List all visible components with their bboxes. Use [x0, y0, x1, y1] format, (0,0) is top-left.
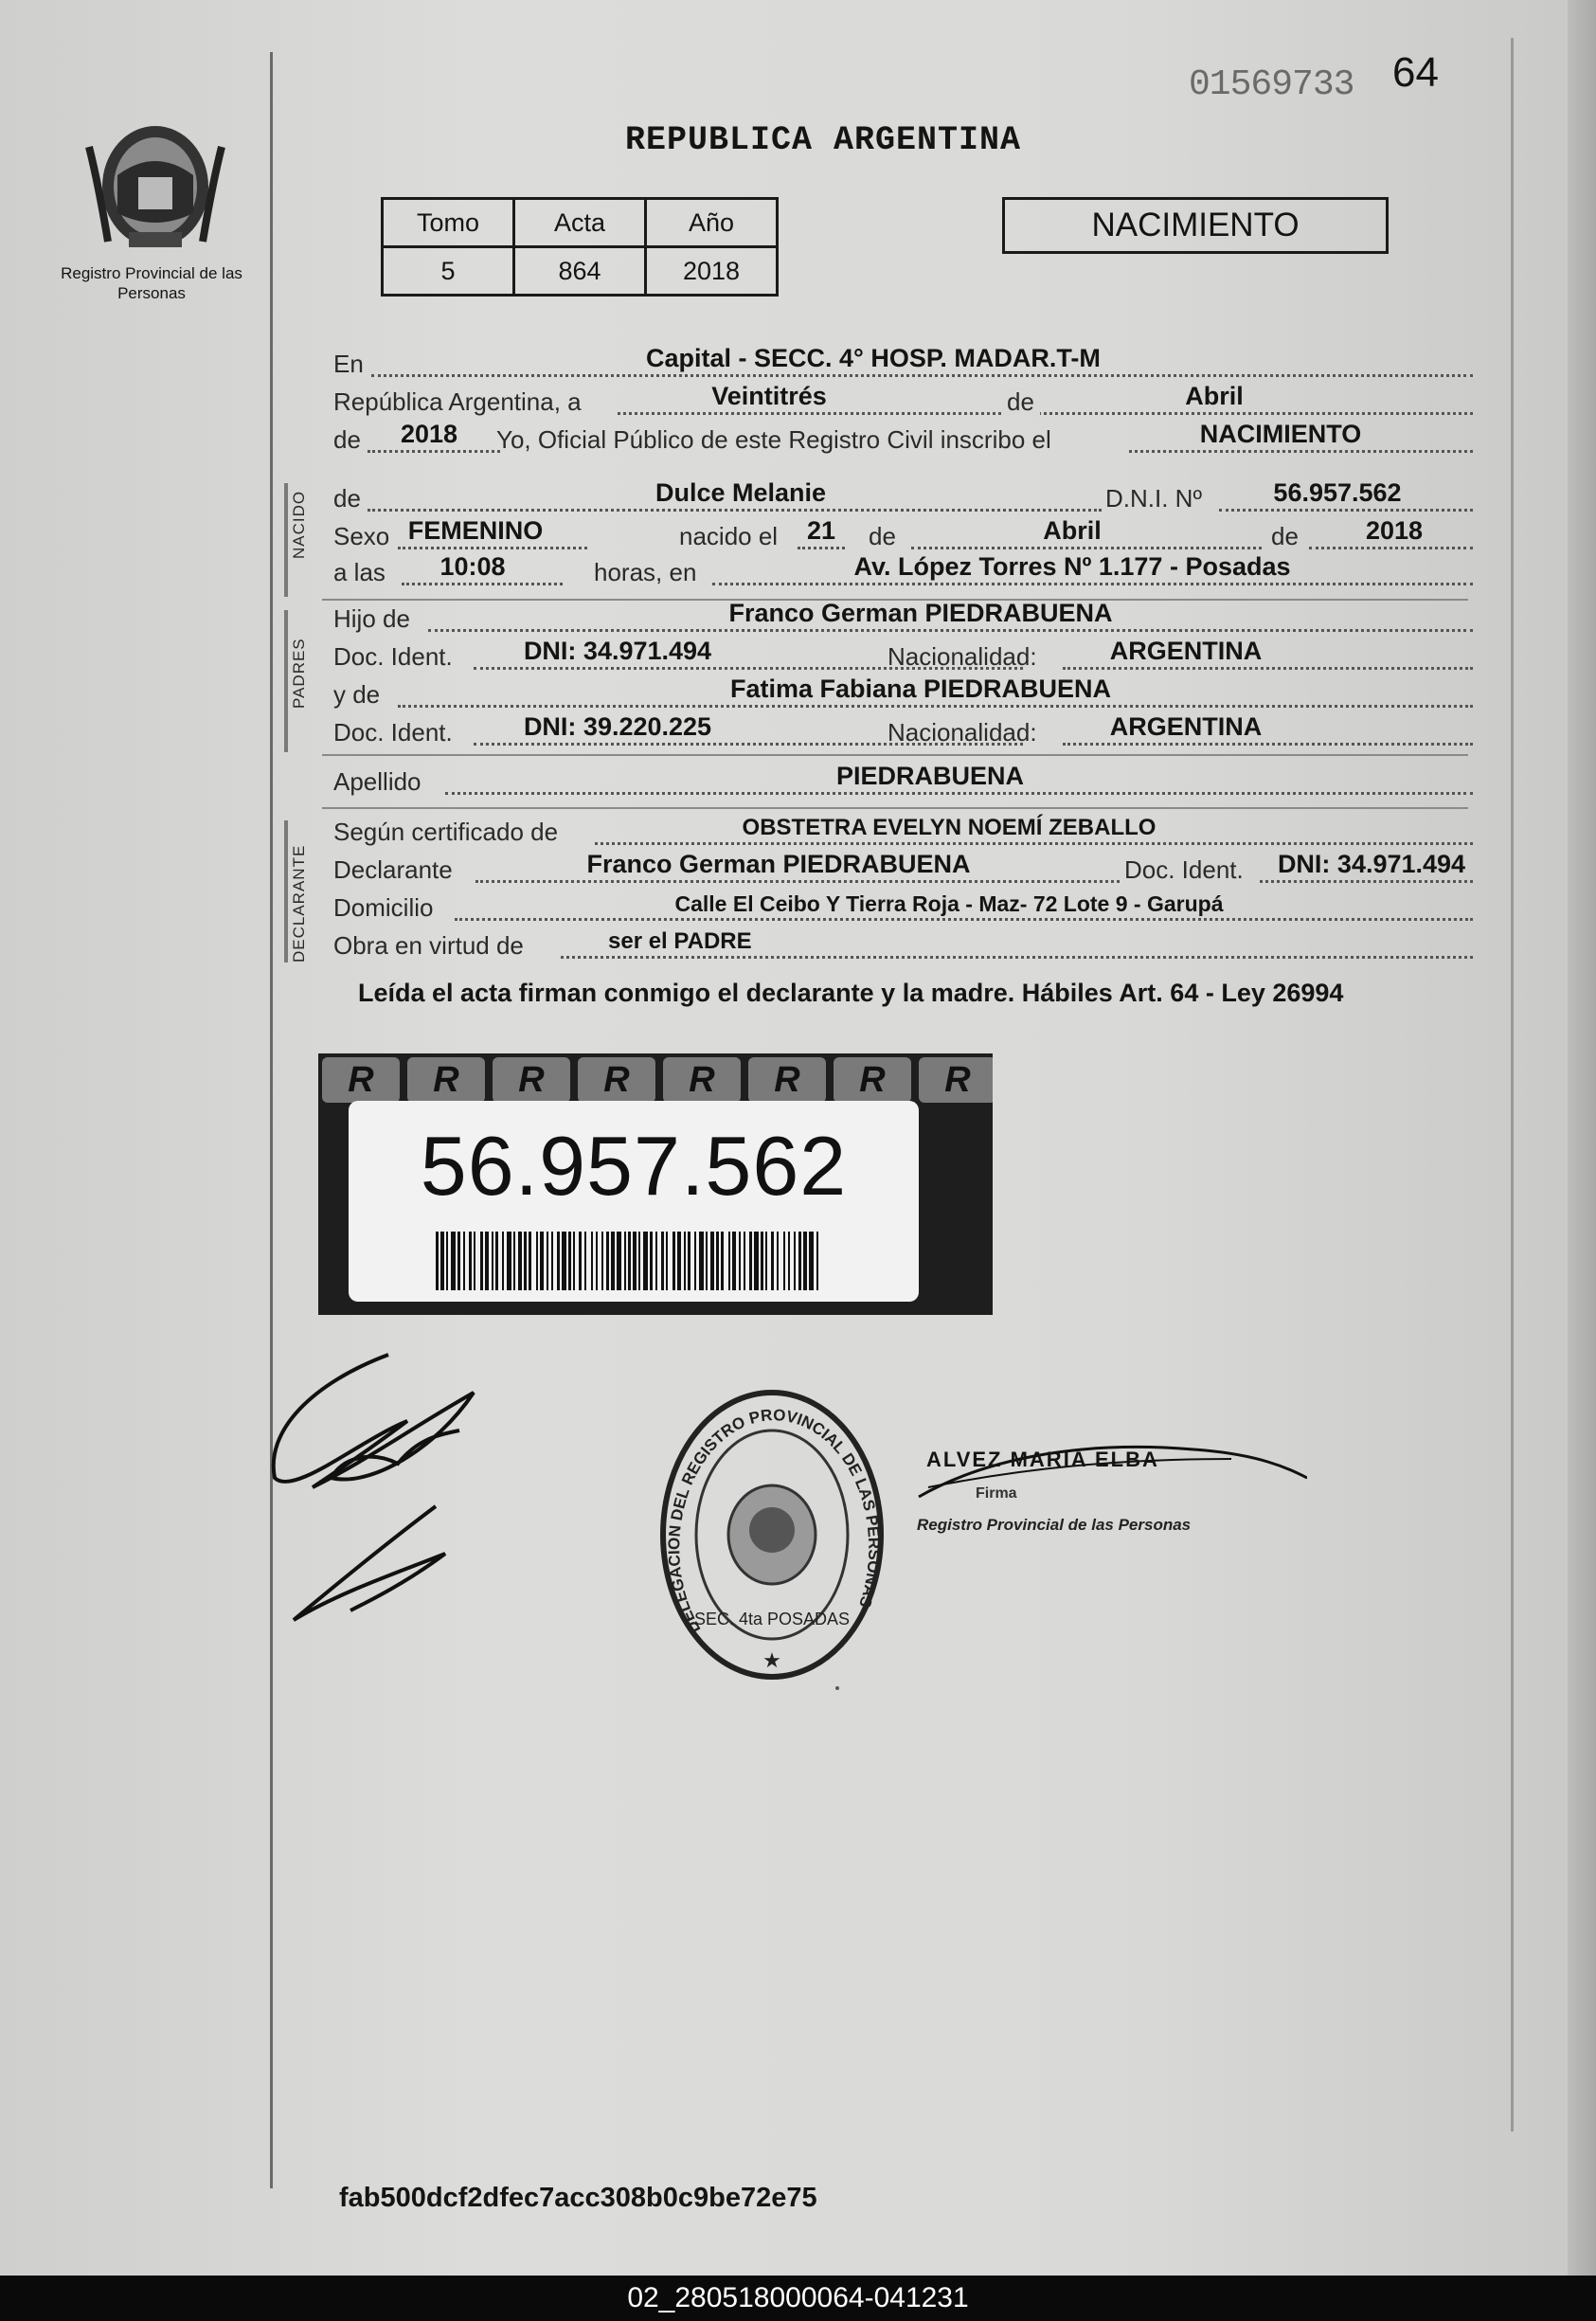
- barcode-bar: [457, 1232, 460, 1290]
- barcode-bar: [469, 1232, 472, 1290]
- speck: [835, 1686, 839, 1690]
- value-year: 2018: [400, 420, 458, 448]
- barcode-bar: [628, 1232, 631, 1290]
- barcode-bar: [540, 1232, 544, 1290]
- security-pattern: [318, 1057, 993, 1107]
- value-birth-day: 21: [806, 516, 836, 545]
- dotted-line: [402, 583, 563, 585]
- barcode-bar: [739, 1232, 741, 1290]
- barcode-bar: [684, 1232, 686, 1290]
- barcode-bar: [699, 1232, 704, 1290]
- barcode-bar: [694, 1232, 696, 1290]
- section-divider: [284, 610, 288, 752]
- table-header-anio: Año: [646, 199, 778, 247]
- pattern-letter: R: [663, 1057, 741, 1103]
- value-certificate-issuer: OBSTETRA EVELYN NOEMÍ ZEBALLO: [742, 815, 1157, 840]
- table-value-tomo: 5: [383, 247, 514, 296]
- dotted-line: [368, 509, 1102, 512]
- dotted-line: [398, 547, 587, 549]
- barcode-bar: [480, 1232, 483, 1290]
- barcode-bar: [816, 1232, 818, 1290]
- closing-statement: Leída el acta firman conmigo el declarante y la madre. Hábiles Art. 64 - Ley 26994: [358, 979, 1344, 1007]
- pattern-letter: R: [493, 1057, 570, 1103]
- footer-id: 02_280518000064-041231: [627, 2282, 969, 2313]
- label-en: En: [333, 350, 364, 378]
- dotted-line: [911, 547, 1262, 549]
- barcode-bar: [551, 1232, 553, 1290]
- record-table: [381, 197, 779, 297]
- row-en: [333, 345, 1473, 383]
- barcode-bar: [513, 1232, 515, 1290]
- official-name: ALVEZ MARIA ELBA: [926, 1448, 1159, 1471]
- barcode-bar: [672, 1232, 675, 1290]
- barcode-bar: [557, 1232, 560, 1290]
- barcode-bar: [596, 1232, 598, 1290]
- barcode-bar: [624, 1232, 626, 1290]
- section-rule: [322, 754, 1468, 756]
- row-father-doc: [333, 638, 1473, 675]
- label-doc-ident: Doc. Ident.: [333, 642, 453, 671]
- right-margin-line: [1511, 38, 1514, 2132]
- value-child-dni: 56.957.562: [1273, 478, 1402, 507]
- stamp-center-text: SEC. 4ta POSADAS: [693, 1610, 851, 1628]
- barcode-bar: [451, 1232, 456, 1290]
- value-month: Abril: [1185, 382, 1244, 410]
- dotted-line: [445, 792, 1473, 795]
- pattern-letter: R: [834, 1057, 911, 1103]
- barcode-bar: [728, 1232, 730, 1290]
- table-header-acta: Acta: [514, 199, 646, 247]
- barcode-bar: [754, 1232, 759, 1290]
- label-de: de: [1271, 522, 1299, 550]
- dotted-line: [1219, 509, 1473, 512]
- barcode-bar: [633, 1232, 637, 1290]
- official-role: Firma: [976, 1485, 1017, 1502]
- barcode-bar: [536, 1232, 538, 1290]
- label-apellido: Apellido: [333, 767, 421, 796]
- value-father-name: Franco German PIEDRABUENA: [728, 599, 1113, 627]
- barcode-bar: [798, 1232, 801, 1290]
- label-de: de: [869, 522, 896, 550]
- footer-id-bar: [0, 2276, 1596, 2321]
- barcode-bar: [706, 1232, 708, 1290]
- official-signature-scribble: [909, 1430, 1307, 1525]
- label-doc-ident: Doc. Ident.: [333, 718, 453, 747]
- dotted-line: [798, 547, 845, 549]
- barcode-bar: [601, 1232, 603, 1290]
- table-value-acta: 864: [514, 247, 646, 296]
- side-label-declarante: DECLARANTE: [290, 844, 308, 963]
- dotted-line: [618, 412, 1473, 415]
- value-birth-year: 2018: [1365, 516, 1424, 545]
- barcode-bar: [463, 1232, 465, 1290]
- label-dni: D.N.I. Nº: [1105, 484, 1202, 513]
- barcode-bar: [716, 1232, 719, 1290]
- side-label-nacido: NACIDO: [290, 490, 308, 559]
- row-republica: [333, 383, 1473, 421]
- pattern-letter: R: [322, 1057, 400, 1103]
- table-header-tomo: Tomo: [383, 199, 514, 247]
- barcode-bar: [809, 1232, 814, 1290]
- row-mother-doc: [333, 713, 1473, 751]
- side-label-padres: PADRES: [290, 638, 308, 709]
- row-hijo-de: [333, 600, 1473, 638]
- left-margin-line: [270, 52, 273, 2188]
- barcode-bar: [502, 1232, 504, 1290]
- barcode-bar: [666, 1232, 668, 1290]
- value-declarant-doc: DNI: 34.971.494: [1277, 850, 1466, 878]
- row-nacido-name: [333, 479, 1473, 517]
- pattern-letter: R: [407, 1057, 485, 1103]
- barcode-bar: [783, 1232, 785, 1290]
- barcode-bar: [518, 1232, 522, 1290]
- barcode-bar: [547, 1232, 548, 1290]
- pattern-letter: R: [919, 1057, 993, 1103]
- official-organization: Registro Provincial de las Personas: [917, 1516, 1192, 1534]
- row-sexo: [333, 517, 1473, 555]
- barcode-bar: [606, 1232, 609, 1290]
- dotted-line: [475, 880, 1120, 883]
- barcode-bar: [584, 1232, 586, 1290]
- value-birth-time: 10:08: [439, 552, 506, 581]
- value-sex: FEMENINO: [407, 516, 544, 545]
- pattern-letter: R: [578, 1057, 655, 1103]
- barcode-bar: [440, 1232, 444, 1290]
- barcode-bar: [643, 1232, 648, 1290]
- barcode-bar: [765, 1232, 767, 1290]
- barcode-bar: [788, 1232, 790, 1290]
- dotted-line: [1309, 547, 1473, 549]
- section-divider: [284, 483, 288, 597]
- label-inscribo: Yo, Oficial Público de este Registro Civil inscribo el: [496, 425, 1051, 454]
- barcode-bar: [744, 1232, 745, 1290]
- logo-caption: Registro Provincial de las Personas: [61, 264, 242, 302]
- barcode-bar: [485, 1232, 489, 1290]
- document-hash: fab500dcf2dfec7acc308b0c9be72e75: [339, 2183, 817, 2213]
- label-doc-ident: Doc. Ident.: [1124, 855, 1244, 884]
- label-y-de: y de: [333, 680, 381, 709]
- dotted-line: [371, 374, 1473, 377]
- barcode-bar: [507, 1232, 511, 1290]
- label-a-las: a las: [333, 558, 386, 586]
- label-domicilio: Domicilio: [333, 893, 434, 922]
- label-de: de: [333, 484, 361, 513]
- dotted-line: [1260, 880, 1473, 883]
- page-edge: [1568, 0, 1596, 2276]
- value-child-name: Dulce Melanie: [655, 478, 827, 507]
- document-title: REPUBLICA ARGENTINA: [625, 121, 1022, 159]
- dotted-line: [398, 705, 1473, 708]
- section-divider: [284, 820, 288, 963]
- label-de-year: de: [333, 425, 361, 454]
- barcode-bar: [492, 1232, 493, 1290]
- value-event: NACIMIENTO: [1199, 420, 1362, 448]
- label-de: de: [1001, 387, 1040, 417]
- record-type-box: NACIMIENTO: [1002, 197, 1389, 254]
- label-declarante: Declarante: [333, 855, 453, 884]
- label-nacionalidad: Nacionalidad:: [888, 718, 1037, 747]
- row-obra: [333, 927, 1473, 964]
- label-segun-certificado: Según certificado de: [333, 818, 559, 846]
- table-value-anio: 2018: [646, 247, 778, 296]
- stamp-ring-text: DELEGACION DEL REGISTRO PROVINCIAL DE LAS PERSONAS: [665, 1405, 884, 1637]
- barcode-bar: [446, 1232, 448, 1290]
- barcode-bar: [721, 1232, 724, 1290]
- value-father-nationality: ARGENTINA: [1109, 637, 1263, 665]
- dotted-line: [595, 842, 1473, 845]
- barcode-bar: [794, 1232, 796, 1290]
- barcode-bar: [591, 1232, 593, 1290]
- barcode: [436, 1232, 824, 1290]
- dotted-line: [428, 629, 1473, 632]
- value-father-doc: DNI: 34.971.494: [523, 637, 712, 665]
- dotted-line: [455, 918, 1473, 921]
- barcode-bar: [573, 1232, 575, 1290]
- value-mother-doc: DNI: 39.220.225: [523, 712, 712, 741]
- barcode-bar: [677, 1232, 681, 1290]
- dotted-line: [1129, 450, 1473, 453]
- dni-sticker: [318, 1053, 993, 1315]
- stamp-star-icon: ★: [762, 1648, 781, 1672]
- barcode-bar: [568, 1232, 571, 1290]
- row-certificado: [333, 813, 1473, 851]
- barcode-bar: [524, 1232, 527, 1290]
- barcode-bar: [495, 1232, 498, 1290]
- barcode-bar: [803, 1232, 807, 1290]
- barcode-bar: [655, 1232, 657, 1290]
- barcode-bar: [579, 1232, 582, 1290]
- barcode-bar: [777, 1232, 779, 1290]
- pattern-letter: R: [748, 1057, 826, 1103]
- registry-stamp: [654, 1383, 890, 1686]
- value-mother-nationality: ARGENTINA: [1109, 712, 1263, 741]
- barcode-bar: [617, 1232, 621, 1290]
- value-mother-name: Fatima Fabiana PIEDRABUENA: [729, 675, 1112, 703]
- barcode-bar: [732, 1232, 736, 1290]
- barcode-bar: [761, 1232, 763, 1290]
- barcode-bar: [529, 1232, 531, 1290]
- barcode-bar: [688, 1232, 690, 1290]
- label-nacionalidad: Nacionalidad:: [888, 642, 1037, 671]
- dotted-line: [561, 956, 1473, 959]
- label-hijo-de: Hijo de: [333, 604, 410, 633]
- folio-number: 64: [1392, 49, 1439, 96]
- row-y-de: [333, 675, 1473, 713]
- barcode-bar: [562, 1232, 566, 1290]
- label-republica: República Argentina, a: [333, 387, 582, 416]
- row-inscribo: [333, 421, 1473, 459]
- dni-number: 56.957.562: [420, 1119, 848, 1213]
- barcode-bar: [710, 1232, 714, 1290]
- barcode-bar: [661, 1232, 664, 1290]
- barcode-bar: [771, 1232, 774, 1290]
- value-birth-month: Abril: [1043, 516, 1102, 545]
- row-apellido: [333, 763, 1473, 801]
- province-seal-logo: [80, 109, 231, 265]
- row-declarante: [333, 851, 1473, 889]
- section-rule: [322, 807, 1468, 809]
- serial-number: 01569733: [1189, 64, 1354, 105]
- row-domicilio: [333, 889, 1473, 927]
- value-day-words: Veintitrés: [711, 382, 827, 410]
- barcode-bar: [474, 1232, 475, 1290]
- dotted-line: [1063, 743, 1473, 746]
- value-location: Capital - SECC. 4° HOSP. MADAR.T-M: [646, 344, 1101, 372]
- label-obra-en-virtud: Obra en virtud de: [333, 931, 524, 960]
- value-reason: ser el PADRE: [608, 928, 752, 954]
- label-horas-en: horas, en: [594, 558, 697, 586]
- barcode-bar: [749, 1232, 752, 1290]
- dni-label: [349, 1101, 919, 1302]
- handwritten-signature-declarant: [256, 1345, 502, 1629]
- value-declarant-name: Franco German PIEDRABUENA: [586, 850, 971, 878]
- value-surname: PIEDRABUENA: [835, 762, 1025, 790]
- dotted-line: [1063, 667, 1473, 670]
- barcode-bar: [638, 1232, 640, 1290]
- value-birth-place: Av. López Torres Nº 1.177 - Posadas: [853, 552, 1291, 581]
- barcode-bar: [650, 1232, 653, 1290]
- value-address: Calle El Ceibo Y Tierra Roja - Maz- 72 Lote 9 - Garupá: [674, 891, 1224, 916]
- dotted-line: [712, 583, 1473, 585]
- label-sexo: Sexo: [333, 522, 390, 550]
- label-nacido-el: nacido el: [679, 522, 779, 550]
- row-alas: [333, 553, 1473, 591]
- barcode-bar: [611, 1232, 615, 1290]
- barcode-bar: [436, 1232, 439, 1290]
- dotted-line: [368, 450, 500, 453]
